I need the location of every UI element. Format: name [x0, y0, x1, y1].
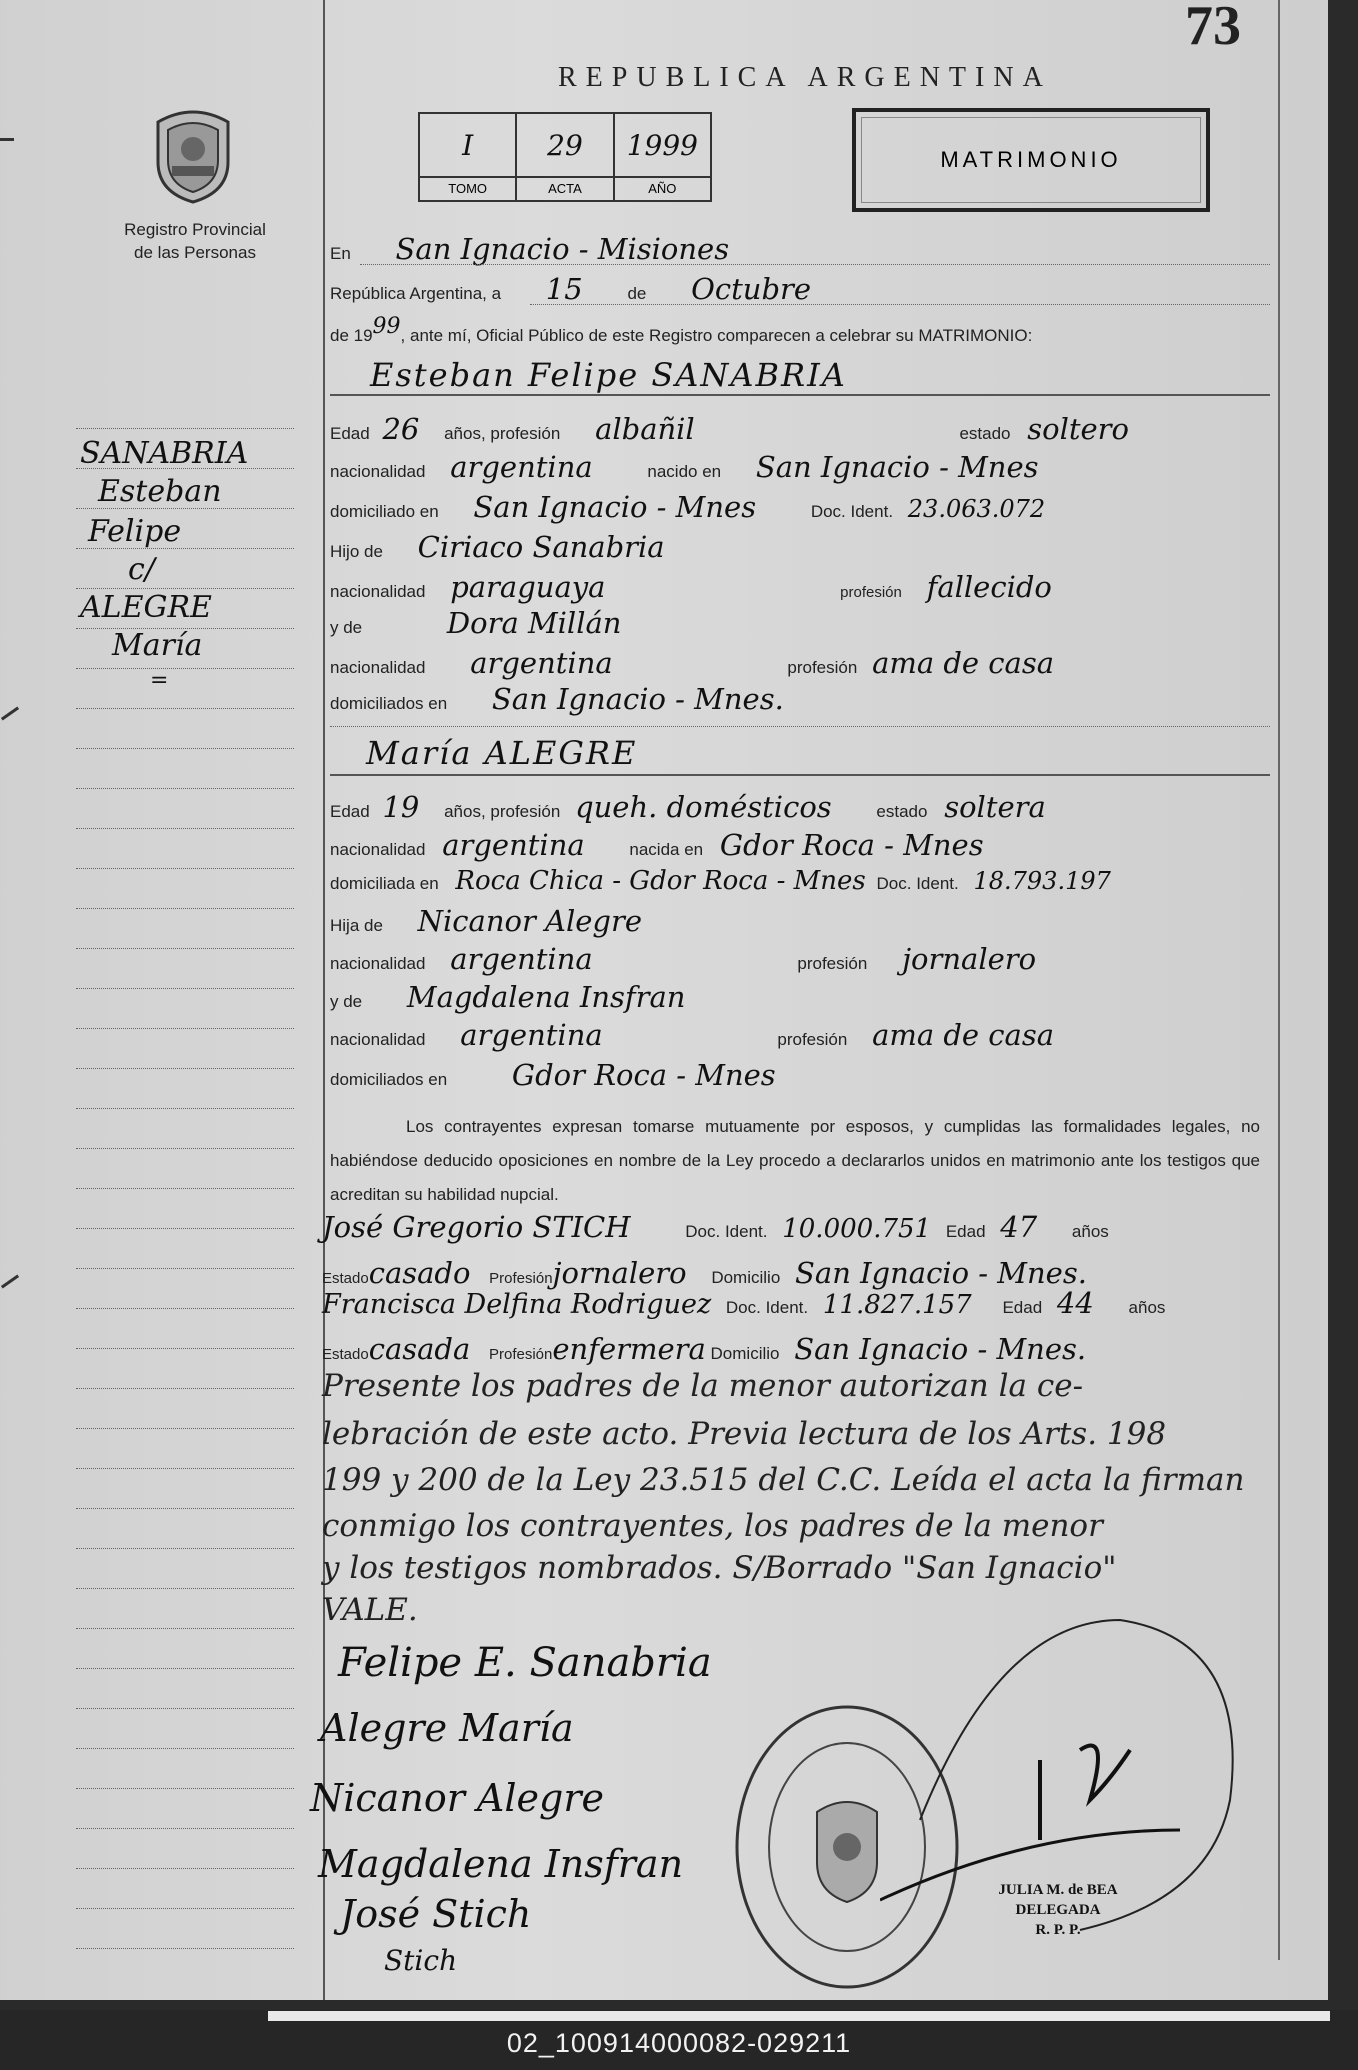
witness2-profession: enfermera	[552, 1332, 706, 1366]
estado-label: Estado	[322, 1346, 369, 1363]
bride-profession: queh. domésticos	[575, 790, 832, 824]
estado-label: estado	[959, 424, 1011, 443]
note-line: Presente los padres de la menor autorizan la ce-	[322, 1368, 1084, 1404]
margin-rule	[76, 1748, 294, 1749]
margin-rule	[76, 588, 294, 589]
margin-rule	[76, 1348, 294, 1349]
groom-nationality: argentina	[450, 450, 593, 484]
margin-note-line: ALEGRE	[80, 590, 212, 625]
margin-rule	[76, 1588, 294, 1589]
margin-rule	[76, 508, 294, 509]
margin-rule	[76, 708, 294, 709]
bride-address-row	[330, 866, 1111, 896]
margin-rule	[76, 668, 294, 669]
bride-birthplace: Gdor Roca - Mnes	[719, 828, 984, 862]
republica-label: República Argentina, a	[330, 284, 502, 303]
signature: Alegre María	[320, 1706, 574, 1750]
signature: Magdalena Insfran	[318, 1842, 684, 1886]
intro-place-row	[330, 232, 729, 266]
margin-rule	[76, 468, 294, 469]
profesion-label: profesión	[797, 954, 868, 973]
margin-rule	[76, 1028, 294, 1029]
margin-rule	[76, 548, 294, 549]
nacionalidad-label: nacionalidad	[330, 582, 426, 601]
binding-tick	[0, 138, 14, 141]
margin-rule	[76, 1228, 294, 1229]
groom-father: Ciriaco Sanabria	[417, 530, 665, 564]
margin-rule	[76, 628, 294, 629]
bride-parents-address: Gdor Roca - Mnes	[511, 1058, 776, 1092]
tomo-cell	[420, 114, 517, 200]
margin-rule	[76, 748, 294, 749]
signature: José Stich	[340, 1892, 532, 1936]
edad-label: Edad	[1002, 1298, 1043, 1317]
doc-label: Doc. Ident.	[725, 1298, 809, 1317]
rule	[330, 774, 1270, 776]
groom-father-info-row	[330, 570, 1052, 604]
margin-rule	[76, 1068, 294, 1069]
margin-note-line: c/	[128, 552, 155, 587]
groom-father-nationality: paraguaya	[450, 570, 606, 604]
groom-mother-profession: ama de casa	[872, 646, 1055, 680]
margin-rule	[76, 868, 294, 869]
officer-block	[988, 1880, 1128, 1940]
groom-name-row	[370, 356, 847, 394]
margin-rule	[76, 988, 294, 989]
registry-line2: de las Personas	[134, 243, 256, 262]
bride-address: Roca Chica - Gdor Roca - Mnes	[455, 866, 866, 896]
witness1-age: 47	[1000, 1210, 1038, 1244]
note-line: VALE.	[322, 1592, 418, 1628]
nacionalidad-label: nacionalidad	[330, 658, 426, 677]
edad-label: Edad	[330, 424, 370, 443]
profesion-label: profesión	[787, 658, 858, 677]
edad-label: Edad	[945, 1222, 986, 1241]
bride-status: soltera	[944, 790, 1046, 824]
margin-rule	[76, 1428, 294, 1429]
marriage-day: 15	[545, 272, 583, 306]
marriage-place: San Ignacio - Misiones	[395, 232, 730, 266]
year-prefix: de 19	[330, 326, 373, 345]
margin-rule	[76, 1468, 294, 1469]
margin-note-line: =	[150, 668, 169, 693]
bride-age-row	[330, 790, 1046, 824]
groom-father-profession: fallecido	[926, 570, 1052, 604]
witness1-profession: jornalero	[552, 1256, 687, 1290]
note-line: 199 y 200 de la Ley 23.515 del C.C. Leída el acta la firman	[322, 1462, 1245, 1498]
margin-rule	[76, 1948, 294, 1949]
groom-parents-address: San Ignacio - Mnes.	[491, 682, 784, 716]
footer-strip	[268, 2011, 1330, 2021]
margin-rule	[76, 1908, 294, 1909]
officer-title: DELEGADA	[1015, 1902, 1101, 1918]
de-label: de	[627, 284, 647, 303]
nacida-label: nacida en	[629, 840, 704, 859]
document-id: 02_100914000082-029211	[506, 2028, 852, 2058]
bride-father-nationality: argentina	[450, 942, 593, 976]
nacido-label: nacido en	[647, 462, 722, 481]
margin-rule	[76, 1388, 294, 1389]
margin-rule	[76, 788, 294, 789]
right-border	[1278, 0, 1280, 1960]
witness1-info-row	[322, 1256, 1087, 1290]
profesion-label: años, profesión	[444, 802, 561, 821]
margin-rule	[76, 1708, 294, 1709]
margin-rule	[76, 1148, 294, 1149]
groom-father-row	[330, 530, 665, 564]
note-line: y los testigos nombrados. S/Borrado "San Ignacio"	[322, 1550, 1117, 1586]
marriage-month: Octubre	[691, 272, 812, 306]
anos-label: años	[1128, 1298, 1166, 1317]
margin-rule	[76, 908, 294, 909]
witness1-name: José Gregorio STICH	[322, 1210, 631, 1244]
margin-rule	[76, 1308, 294, 1309]
witness2-address: San Ignacio - Mnes.	[794, 1332, 1087, 1366]
groom-address-row	[330, 490, 1045, 524]
officer-office: R. P. P.	[1035, 1922, 1081, 1938]
witness2-info-row	[322, 1332, 1086, 1366]
groom-name: Esteban Felipe SANABRIA	[370, 356, 847, 394]
intro-year-row	[330, 314, 1032, 346]
witness2-document: 11.827.157	[822, 1290, 972, 1320]
rule	[330, 726, 1270, 727]
margin-note-line: Esteban	[98, 474, 222, 509]
doc-label: Doc. Ident.	[810, 502, 894, 521]
record-type-box: MATRIMONIO	[852, 108, 1210, 212]
signature: Stich	[384, 1944, 458, 1977]
acta-label: ACTA	[517, 176, 612, 200]
en-label: En	[330, 244, 351, 263]
groom-status: soltero	[1027, 412, 1129, 446]
doc-label: Doc. Ident.	[876, 874, 959, 893]
profesion-label: profesión	[840, 584, 902, 601]
record-reference-box	[418, 112, 712, 202]
margin-note-line: SANABRIA	[80, 436, 249, 471]
nacionalidad-label: nacionalidad	[330, 954, 426, 973]
witness1-status: casado	[368, 1256, 471, 1290]
bride-nationality: argentina	[442, 828, 585, 862]
bride-mother-row	[330, 980, 685, 1014]
anos-label: años	[1071, 1222, 1109, 1241]
margin-rule	[76, 428, 294, 429]
groom-mother: Dora Millán	[446, 606, 622, 640]
margin-rule	[76, 948, 294, 949]
bride-nationality-row	[330, 828, 984, 862]
witness2-name-row	[322, 1286, 1165, 1320]
rule	[330, 394, 1270, 396]
domicilio-label: Domicilio	[711, 1268, 781, 1287]
groom-document: 23.063.072	[907, 495, 1046, 523]
witness2-status: casada	[368, 1332, 471, 1366]
witness2-name: Francisca Delfina Rodriguez	[322, 1289, 712, 1320]
bride-father-info-row	[330, 942, 1036, 976]
binding-tick	[1, 1275, 19, 1289]
witness2-age: 44	[1056, 1286, 1094, 1320]
acta-cell	[517, 114, 614, 200]
witness1-name-row	[322, 1210, 1109, 1244]
groom-address: San Ignacio - Mnes	[473, 490, 757, 524]
estado-label: Estado	[322, 1270, 369, 1287]
doc-label: Doc. Ident.	[685, 1222, 768, 1241]
margin-rule	[76, 1108, 294, 1109]
margin-rule	[76, 1268, 294, 1269]
acta-value: 29	[547, 128, 583, 162]
intro-date-row	[330, 272, 811, 306]
hija-label: Hija de	[330, 916, 383, 935]
signature: Nicanor Alegre	[310, 1776, 604, 1820]
bride-mother-info-row	[330, 1018, 1054, 1052]
margin-rule	[76, 1788, 294, 1789]
binding-tick	[1, 707, 19, 721]
margin-divider	[323, 0, 325, 2000]
margin-note-line: María	[112, 628, 203, 663]
profesion-label: años, profesión	[444, 424, 561, 443]
y-de-label: y de	[330, 992, 363, 1011]
margin-rule	[76, 1508, 294, 1509]
groom-nationality-row	[330, 450, 1039, 484]
bride-parents-address-row	[330, 1058, 776, 1092]
groom-profession: albañil	[595, 412, 695, 446]
marriage-year-suffix: 99	[372, 314, 401, 339]
registry-seal-icon	[148, 104, 238, 204]
ano-label: AÑO	[615, 176, 710, 200]
rule	[360, 264, 1270, 265]
edad-label: Edad	[330, 802, 370, 821]
registry-name	[100, 218, 290, 264]
groom-mother-nationality: argentina	[470, 646, 613, 680]
witness1-address: San Ignacio - Mnes.	[795, 1256, 1087, 1290]
groom-parents-address-row	[330, 682, 784, 716]
declaration-intro: , ante mí, Oficial Público de este Registro comparecen a celebrar su MATRIMONIO:	[400, 326, 1033, 345]
signature: Felipe E. Sanabria	[338, 1640, 712, 1686]
domiciliado-label: domiciliado en	[330, 502, 439, 521]
witness1-document: 10.000.751	[782, 1214, 932, 1244]
groom-birthplace: San Ignacio - Mnes	[755, 450, 1039, 484]
domiciliados-label: domiciliados en	[330, 694, 448, 713]
bride-mother: Magdalena Insfran	[406, 980, 686, 1014]
estado-label: estado	[876, 802, 928, 821]
profesion-label: Profesión	[489, 1346, 553, 1363]
nacionalidad-label: nacionalidad	[330, 840, 426, 859]
bride-father: Nicanor Alegre	[417, 904, 643, 938]
registry-line1: Registro Provincial	[124, 220, 266, 239]
note-line: conmigo los contrayentes, los padres de la menor	[322, 1508, 1103, 1544]
profesion-label: profesión	[777, 1030, 848, 1049]
bride-father-row	[330, 904, 642, 938]
tomo-label: TOMO	[420, 176, 515, 200]
rule	[530, 304, 1270, 305]
groom-age: 26	[382, 412, 420, 446]
domiciliados-label: domiciliados en	[330, 1070, 448, 1089]
declaration-text: Los contrayentes expresan tomarse mutuamente por esposos, y cumplidas las formalidades legales, no habiéndose deducido oposiciones en nombre de la Ley procedo a declararlos unidos en matrimonio ante los testigos que acreditan su habilidad nupcial.	[330, 1117, 1260, 1204]
groom-mother-info-row	[330, 646, 1054, 680]
hijo-label: Hijo de	[330, 542, 383, 561]
margin-rule	[76, 1868, 294, 1869]
bride-document: 18.793.197	[973, 867, 1111, 895]
page-number: 73	[1185, 0, 1241, 57]
y-de-label: y de	[330, 618, 363, 637]
margin-rule	[76, 1188, 294, 1189]
officer-name: JULIA M. de BEA	[998, 1882, 1118, 1898]
ano-value: 1999	[626, 128, 698, 162]
note-line: lebración de este acto. Previa lectura de los Arts. 198	[322, 1416, 1167, 1452]
domiciliada-label: domiciliada en	[330, 874, 439, 893]
bride-father-profession: jornalero	[902, 942, 1037, 976]
margin-rule	[76, 1628, 294, 1629]
margin-rule	[76, 1548, 294, 1549]
margin-rule	[76, 1828, 294, 1829]
groom-age-row	[330, 412, 1129, 446]
margin-rule	[76, 1668, 294, 1669]
nacionalidad-label: nacionalidad	[330, 462, 426, 481]
country-heading: REPUBLICA ARGENTINA	[558, 62, 1052, 93]
tomo-value: I	[462, 128, 474, 162]
margin-rule	[76, 828, 294, 829]
ano-cell	[615, 114, 710, 200]
bride-mother-nationality: argentina	[460, 1018, 603, 1052]
profesion-label: Profesión	[489, 1270, 553, 1287]
bride-mother-profession: ama de casa	[872, 1018, 1055, 1052]
margin-note-line: Felipe	[88, 514, 182, 549]
domicilio-label: Domicilio	[710, 1344, 780, 1363]
nacionalidad-label: nacionalidad	[330, 1030, 426, 1049]
bride-name-row	[366, 734, 637, 772]
bride-age: 19	[382, 790, 420, 824]
bride-name: María ALEGRE	[366, 734, 638, 772]
groom-mother-row	[330, 606, 621, 640]
